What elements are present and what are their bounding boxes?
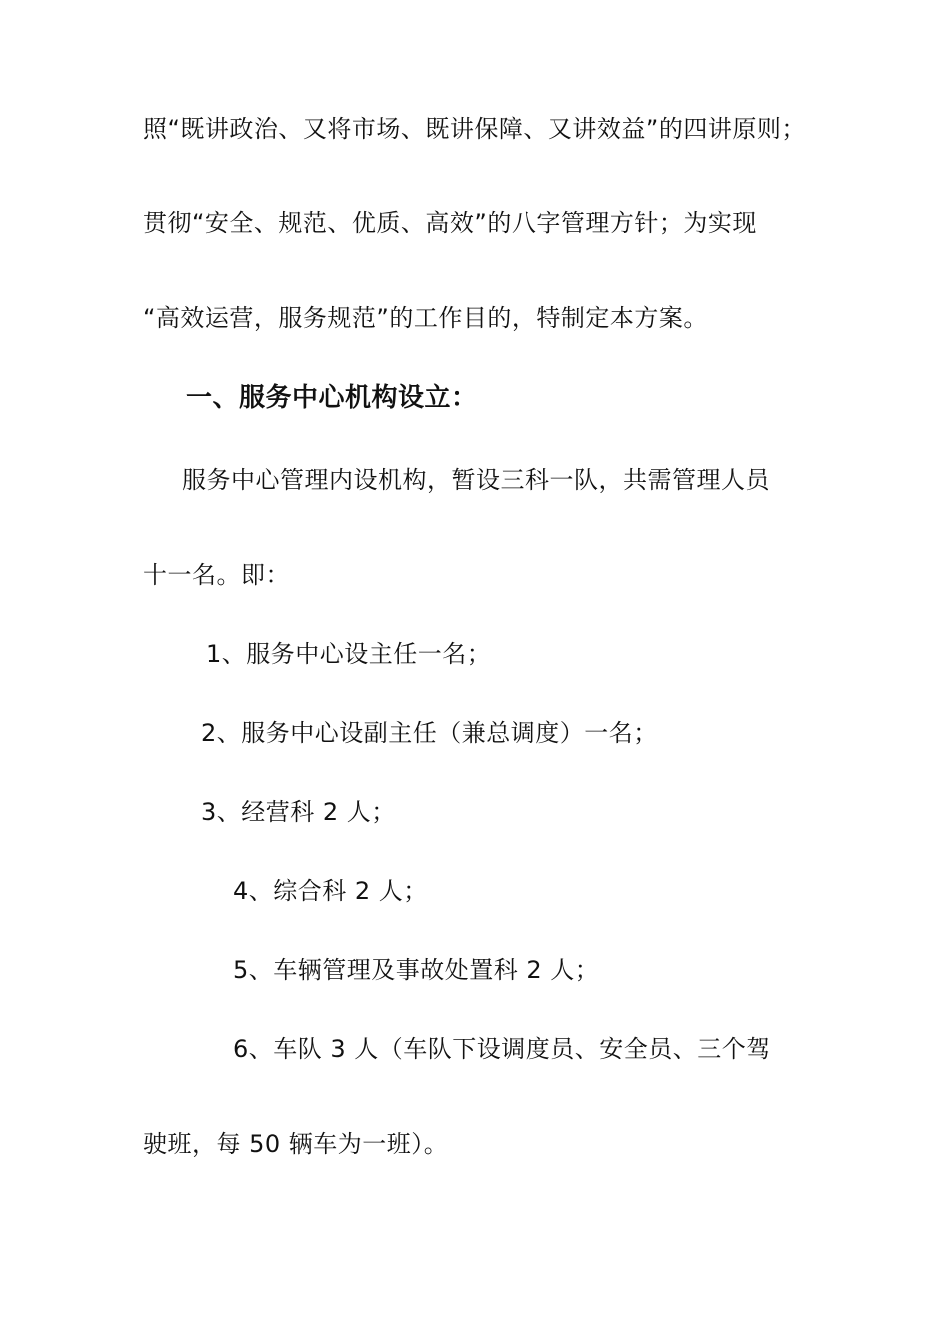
section-heading: 一、服务中心机构设立：: [186, 383, 478, 413]
section-body-line-1: 服务中心管理内设机构，暂设三科一队，共需管理人员: [182, 466, 770, 494]
list-item-2: 2、服务中心设副主任（兼总调度）一名；: [201, 719, 658, 747]
list-item-3: 3、经营科 2 人；: [201, 798, 396, 826]
intro-line-2: 贯彻“安全、规范、优质、高效”的八字管理方针；为实现: [143, 209, 757, 237]
list-item-1: 1、服务中心设主任一名；: [206, 640, 492, 668]
intro-line-3: “高效运营，服务规范”的工作目的，特制定本方案。: [143, 304, 708, 332]
list-item-6-continuation: 驶班，每 50 辆车为一班）。: [143, 1130, 449, 1158]
list-item-5: 5、车辆管理及事故处置科 2 人；: [233, 956, 600, 984]
list-item-6: 6、车队 3 人（车队下设调度员、安全员、三个驾: [233, 1035, 771, 1063]
list-item-4: 4、综合科 2 人；: [233, 877, 428, 905]
section-body-line-2: 十一名。即：: [143, 561, 290, 589]
intro-line-1: 照“既讲政治、又将市场、既讲保障、又讲效益”的四讲原则；: [143, 115, 806, 143]
